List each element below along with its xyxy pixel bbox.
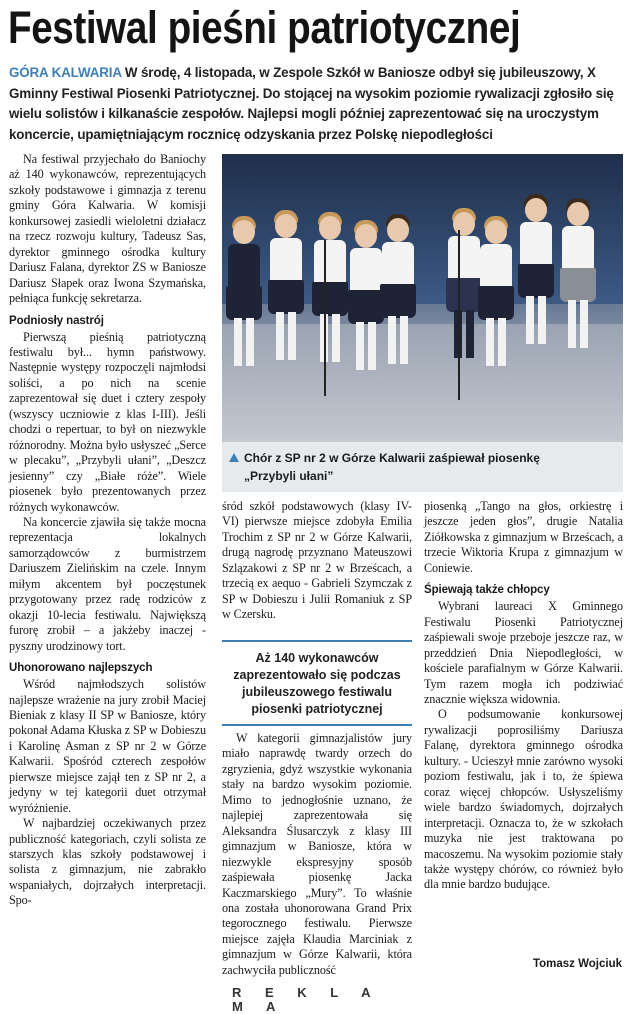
- column-2-continued: [222, 731, 412, 978]
- subheading: Uhonorowano najlepszych: [9, 662, 153, 675]
- column-3: [424, 499, 623, 893]
- column-1: [9, 152, 206, 909]
- lead-text: W środę, 4 listopada, w Zespole Szkół w Baniosze odbył się jubileuszowy, X Gminny Festiwal Piosenki Patriotycznej. Do stojącej na wysokim poziomie rywalizacji zgłosiło się wielu solistów i kilkanaście zespołów. Najlepsi mogli później zaprezentować się na uroczystym koncercie, upamiętniającym rocznicę odzyskania przez Polskę niepodległości: [9, 65, 614, 142]
- paragraph: Na koncercie zjawiła się także mocna reprezentacja lokalnych samorządowców z burmistrzem Dariuszem Zielińskim na czele. Innym miłym akcentem był poczęstunek przygotowany przez radę rodziców z okazji 10-lecia festiwalu. Największą furorę zrobił – a jakżeby inaczej - pyszny urodzinowy tort.: [9, 514, 206, 653]
- headline: Festiwal pieśni patriotycznej: [8, 2, 521, 53]
- paragraph: Wybrani laureaci X Gminnego Festiwalu Piosenki Patriotycznej zaśpiewali swoje przeboje jeszcze raz, w przeddzień Dnia Niepodległości, w kościele parafialnym w Górze Kalwarii. Tym razem mogła ich podziwiać znacznie większa widownia.: [424, 599, 623, 706]
- column-2: [222, 499, 412, 623]
- pull-quote: Aż 140 wykonawców zaprezentowało się podczas jubileuszowego festiwalu piosenki patriotycznej: [222, 640, 412, 726]
- paragraph: Pierwszą pieśnią patriotyczną festiwalu był... hymn państwowy. Następnie występy rozpoczęli najmłodsi soliści, a po nich na scenie zaprezentował się duet i cztery zespoły (wszyscy uczniowie z klas I-III). Jeśli chodzi o repertuar, to był on niezwykle różnorodny. Można było usłyszeć „Serce w plecaku”, „Przybyli ułani”, „Deszcz jesienny” czy „Białe róże”. Wiele piosenek było prezentowanych przez różnych wykonawców.: [9, 329, 206, 514]
- caption-line-1: Chór z SP nr 2 w Górze Kalwarii zaśpiewał piosenkę: [244, 451, 540, 465]
- caption-triangle-icon: [229, 453, 239, 462]
- paragraph: śród szkół podstawowych (klasy IV-VI) pierwsze miejsce zdobyła Emilia Trochim z SP nr 2 w Górze Kalwarii, drugą nagrodę przyznano Mateuszowi Szlązakowi z SP nr 2 w Brześcach, a trzecią ex aequo - Gabrieli Szymczak z SP w Dobieszu i Julii Romaniuk z SP w Czersku.: [222, 499, 412, 622]
- paragraph: W kategorii gimnazjalistów jury miało naprawdę twardy orzech do zgryzienia, gdyż wszystkie wykonania stały na bardzo wysokim poziomie. Mimo to jednogłośnie uznano, że najlepiej zaprezentowała się Aleksandra Ślusarczyk z klasy III gimnazjum w Baniosze, która w niezwykle ekspresyjny sposób zaśpiewała piosenkę Jacka Kaczmarskiego „Mury”. To właśnie ona została uhonorowana Grand Prix tegorocznego festiwalu. Pierwsze miejsce zajęła Klaudia Marciniak z gimnazjum w Górze Kalwarii, która zachwyciła publiczność: [222, 731, 412, 977]
- lead-place: GÓRA KALWARIA: [9, 65, 122, 80]
- choir-photo: [222, 154, 623, 442]
- advert-label: R E K L A M A: [232, 985, 381, 1014]
- photo-caption: [222, 442, 623, 492]
- subheading: Śpiewają także chłopcy: [424, 584, 550, 597]
- lead-paragraph: [9, 63, 623, 145]
- paragraph: Na festiwal przyjechało do Baniochy aż 140 wykonawców, reprezentujących szkoły podstawowe i gimnazja z terenu gminy Góra Kalwaria. W komisji konkursowej zasiedli wieloletni działacz na rzecz rozwoju kultury, Tadeusz Sas, dyrektor gminnego ośrodka kultury Dariusz Falana, dyrektor ZS w Baniosze Dariusz Słapek oraz Iwona Szymańska, pełniąca funkcję sekretarza.: [9, 152, 206, 306]
- author-byline: Tomasz Wojciuk: [532, 958, 622, 970]
- paragraph: O podsumowanie konkursowej rywalizacji poprosiliśmy Dariusza Falanę, dyrektora gminnego ośrodka kultury. - Ucieszył mnie zarówno wysoki poziom festiwalu, jak i to, że śpiewa coraz więcej chłopców. Usłyszeliśmy wiele bardzo świadomych, dojrzałych interpretacji. Oznacza to, że w szkołach muzyka nie jest traktowana po macoszemu. Na wysokim poziomie stały także występy chórów, co również było dla mnie bardzo budujące.: [424, 707, 623, 892]
- paragraph: Wśród najmłodszych solistów najlepsze wrażenie na jury zrobił Maciej Bieniak z klasy II SP w Baniosze, który pokonał Adama Kłuska z SP w Dobieszu i Karolinę Asman z SP nr 2 w Górze Kalwarii. Spośród czterech zespołów pierwsze miejsce zajął ten z SP nr 2, a jedyny w tej kategorii duet otrzymał wyróżnienie.: [9, 677, 206, 815]
- subheading: Podniosły nastrój: [9, 314, 104, 327]
- paragraph: W najbardziej oczekiwanych przez publiczność kategoriach, czyli solista ze starszych klas szkoły podstawowej i solista z gimnazjum, nie zabrakło wspaniałych, dojrzałych interpretacji. Spo-: [9, 816, 206, 908]
- caption-line-2: „Przybyli ułani”: [244, 469, 334, 483]
- paragraph: piosenką „Tango na głos, orkiestrę i jeszcze jeden głos”, drugie Natalia Ziółkowska z gimnazjum w Brześcach, a trzecie Wiktoria Krupa z gimnazjum w Coniewie.: [424, 499, 623, 575]
